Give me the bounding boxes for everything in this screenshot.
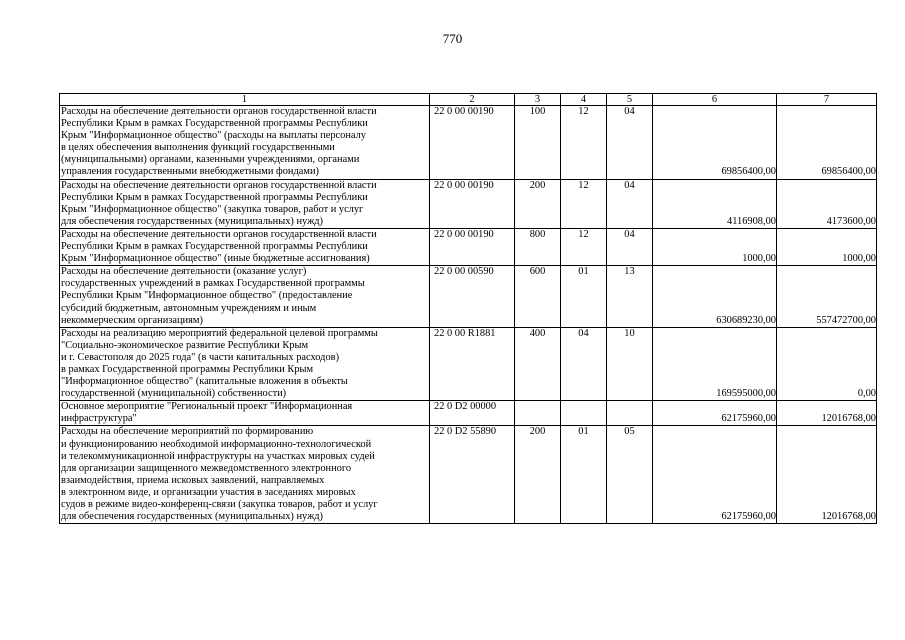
amount-col7: 557472700,00 bbox=[777, 266, 877, 327]
expense-type: 200 bbox=[515, 179, 561, 228]
subsection: 13 bbox=[607, 266, 653, 327]
expense-type: 100 bbox=[515, 106, 561, 180]
target-code: 22 0 D2 55890 bbox=[430, 426, 515, 524]
expense-name-cell bbox=[60, 426, 430, 524]
amount-col6: 630689230,00 bbox=[653, 266, 777, 327]
table-header-row bbox=[60, 94, 877, 106]
amount-col6: 62175960,00 bbox=[653, 401, 777, 426]
column-header: 3 bbox=[515, 94, 561, 106]
table-row bbox=[60, 327, 877, 401]
column-header: 7 bbox=[777, 94, 877, 106]
amount-col6: 1000,00 bbox=[653, 228, 777, 265]
expense-name: Расходы на обеспечение деятельности органов государственной власти Республики Крым в рамках Государственной программы Республики Крым "Информационное общество" (расходы на выплаты персоналу в целях обеспечения выполнения функций государственными (муниципальными) органами, казенными учреждениями, органами управления государственными внебюджетными фондами) bbox=[61, 106, 377, 178]
column-header: 1 bbox=[60, 94, 430, 106]
subsection: 10 bbox=[607, 327, 653, 401]
subsection: 04 bbox=[607, 179, 653, 228]
table-row bbox=[60, 179, 877, 228]
subsection bbox=[607, 401, 653, 426]
expense-name-cell bbox=[60, 327, 430, 401]
target-code: 22 0 00 00190 bbox=[430, 179, 515, 228]
section: 12 bbox=[561, 228, 607, 265]
section: 01 bbox=[561, 426, 607, 524]
target-code: 22 0 00 00190 bbox=[430, 106, 515, 180]
column-header: 2 bbox=[430, 94, 515, 106]
expense-type: 600 bbox=[515, 266, 561, 327]
table-row bbox=[60, 266, 877, 327]
amount-col7: 1000,00 bbox=[777, 228, 877, 265]
section bbox=[561, 401, 607, 426]
section: 12 bbox=[561, 106, 607, 180]
expense-name: Расходы на обеспечение деятельности (оказание услуг) государственных учреждений в рамках Государственной программы Республики Крым "Информационное общество" (предоставление субсидий бюджетным, автономным учреждениям и иным некоммерческим организациям) bbox=[61, 266, 365, 326]
subsection: 05 bbox=[607, 426, 653, 524]
table-row bbox=[60, 228, 877, 265]
expense-type bbox=[515, 401, 561, 426]
target-code: 22 0 00 00590 bbox=[430, 266, 515, 327]
expense-name: Расходы на реализацию мероприятий федеральной целевой программы "Социально-экономическое развитие Республики Крым и г. Севастополя до 2025 года" (в части капитальных расходов) в рамках Государственной программы Республики Крым "Информационное общество" (капитальные вложения в объекты государственной (муниципальной) собственности) bbox=[61, 327, 378, 400]
amount-col6: 4116908,00 bbox=[653, 179, 777, 228]
column-header: 5 bbox=[607, 94, 653, 106]
table-row bbox=[60, 106, 877, 180]
expense-type: 800 bbox=[515, 228, 561, 265]
expense-name-cell bbox=[60, 266, 430, 327]
expense-name-cell bbox=[60, 401, 430, 426]
target-code: 22 0 00 00190 bbox=[430, 228, 515, 265]
expense-name-cell bbox=[60, 179, 430, 228]
expense-name-cell bbox=[60, 228, 430, 265]
section: 12 bbox=[561, 179, 607, 228]
amount-col7: 69856400,00 bbox=[777, 106, 877, 180]
amount-col7: 12016768,00 bbox=[777, 401, 877, 426]
amount-col6: 62175960,00 bbox=[653, 426, 777, 524]
section: 04 bbox=[561, 327, 607, 401]
expense-name: Расходы на обеспечение мероприятий по формированию и функционированию необходимой информационно-технологической и телекоммуникационной инфраструктуры на участках мировых судей для организации защищенного межведомственного электронного взаимодействия, приема исковых заявлений, направляемых в электронном виде, и организации участия в заседаниях мировых судов в режиме видео-конференц-связи (закупка товаров, работ и услуг для обеспечения государственных (муниципальных) нужд) bbox=[61, 426, 378, 523]
expense-name: Расходы на обеспечение деятельности органов государственной власти Республики Крым в рамках Государственной программы Республики Крым "Информационное общество" (иные бюджетные ассигнования) bbox=[61, 228, 377, 265]
target-code: 22 0 D2 00000 bbox=[430, 401, 515, 426]
subsection: 04 bbox=[607, 106, 653, 180]
table-row bbox=[60, 426, 877, 524]
table-row bbox=[60, 401, 877, 426]
amount-col6: 169595000,00 bbox=[653, 327, 777, 401]
column-header: 4 bbox=[561, 94, 607, 106]
amount-col6: 69856400,00 bbox=[653, 106, 777, 180]
amount-col7: 0,00 bbox=[777, 327, 877, 401]
budget-table bbox=[59, 93, 877, 524]
expense-name: Расходы на обеспечение деятельности органов государственной власти Республики Крым в рамках Государственной программы Республики Крым "Информационное общество" (закупка товаров, работ и услуг для обеспечения государственных (муниципальных) нужд) bbox=[61, 179, 377, 227]
expense-name: Основное мероприятие "Региональный проект "Информационная инфраструктура" bbox=[61, 401, 353, 425]
page-number: 770 bbox=[442, 31, 463, 46]
column-header: 6 bbox=[653, 94, 777, 106]
amount-col7: 4173600,00 bbox=[777, 179, 877, 228]
expense-name-cell bbox=[60, 106, 430, 180]
amount-col7: 12016768,00 bbox=[777, 426, 877, 524]
expense-type: 400 bbox=[515, 327, 561, 401]
expense-type: 200 bbox=[515, 426, 561, 524]
target-code: 22 0 00 R1881 bbox=[430, 327, 515, 401]
section: 01 bbox=[561, 266, 607, 327]
subsection: 04 bbox=[607, 228, 653, 265]
